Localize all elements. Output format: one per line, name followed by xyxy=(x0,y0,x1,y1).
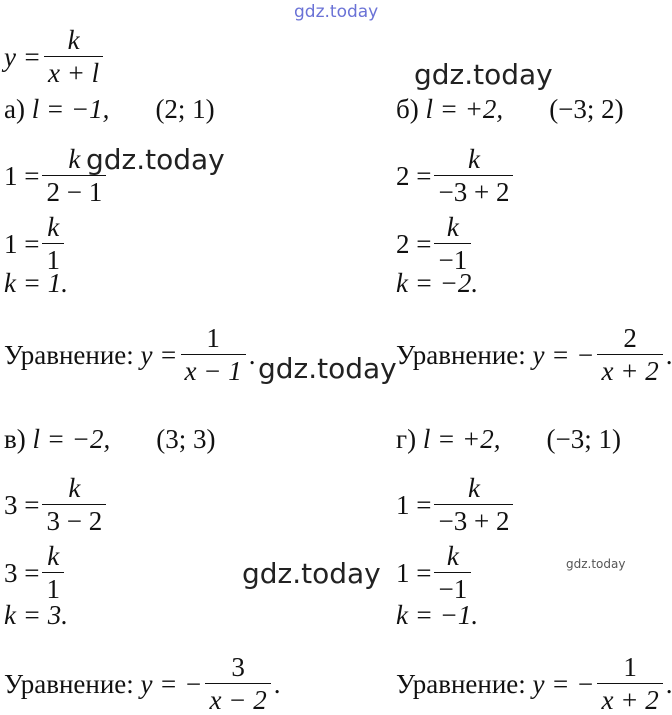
fraction xyxy=(434,542,471,603)
numerator: k xyxy=(47,541,60,571)
lhs: 1 = xyxy=(4,160,40,191)
part-b-step1 xyxy=(396,145,516,206)
part-g-header xyxy=(396,424,621,454)
denominator: −1 xyxy=(434,243,471,274)
part-label: в) xyxy=(4,424,26,454)
watermark: gdz.today xyxy=(414,58,553,91)
part-label: г) xyxy=(396,424,417,454)
period: . xyxy=(665,668,672,699)
lhs: 3 = xyxy=(4,489,40,520)
part-label: б) xyxy=(396,94,419,124)
numerator: k xyxy=(68,144,81,174)
lhs: 3 = xyxy=(4,557,40,588)
numerator: k xyxy=(467,144,480,174)
fraction xyxy=(181,324,246,385)
numerator: k xyxy=(67,25,80,55)
formula-fraction xyxy=(44,26,103,87)
result: k = 1. xyxy=(4,268,68,298)
formula-lhs: y = xyxy=(4,41,41,72)
part-a-step2 xyxy=(4,213,67,274)
numerator: 1 xyxy=(206,323,220,353)
denominator: −3 + 2 xyxy=(434,504,513,535)
denominator: 3 − 2 xyxy=(42,504,106,535)
fraction xyxy=(42,542,64,603)
fraction xyxy=(205,653,270,714)
numerator: k xyxy=(446,212,459,242)
part-a-equation xyxy=(4,324,255,385)
part-g-step1 xyxy=(396,474,516,535)
part-g-step2 xyxy=(396,542,474,603)
equation-label: Уравнение: xyxy=(396,668,526,699)
part-v-step1 xyxy=(4,474,109,535)
param: l = −1, xyxy=(31,94,110,124)
watermark-small: gdz.today xyxy=(566,557,626,571)
fraction xyxy=(434,213,471,274)
result: k = 3. xyxy=(4,600,68,630)
fraction xyxy=(597,324,662,385)
period: . xyxy=(273,668,281,699)
part-g-equation xyxy=(396,653,672,714)
denominator: 1 xyxy=(42,572,64,603)
param: l = −2, xyxy=(32,424,111,454)
numerator: 3 xyxy=(231,652,245,682)
watermark: gdz.today xyxy=(242,557,381,590)
lhs: 1 = xyxy=(4,228,40,259)
part-v-step2 xyxy=(4,542,67,603)
lhs: y = − xyxy=(532,339,595,370)
param: l = +2, xyxy=(425,94,504,124)
part-g-step3 xyxy=(396,600,478,630)
denominator: 2 − 1 xyxy=(42,175,106,206)
numerator: k xyxy=(446,541,459,571)
period: . xyxy=(248,339,256,370)
watermark: gdz.today xyxy=(258,352,397,385)
numerator: 2 xyxy=(623,323,637,353)
point: (2; 1) xyxy=(155,94,215,124)
denominator: −3 + 2 xyxy=(434,175,513,206)
part-b-equation xyxy=(396,324,672,385)
result: k = −2. xyxy=(396,268,479,298)
fraction xyxy=(434,145,513,206)
denominator: x + 2 xyxy=(597,354,662,385)
fraction xyxy=(42,145,106,206)
part-a-step3 xyxy=(4,268,68,298)
param: l = +2, xyxy=(422,424,501,454)
denominator: x + l xyxy=(44,56,103,87)
part-v-equation xyxy=(4,653,280,714)
part-label: а) xyxy=(4,94,25,124)
denominator: x − 1 xyxy=(181,354,246,385)
part-b-step2 xyxy=(396,213,474,274)
equation-label: Уравнение: xyxy=(4,668,134,699)
numerator: 1 xyxy=(623,652,637,682)
denominator: x − 2 xyxy=(205,683,270,714)
part-v-header xyxy=(4,424,215,454)
part-v-step3 xyxy=(4,600,68,630)
fraction xyxy=(42,474,106,535)
lhs: 2 = xyxy=(396,160,432,191)
lhs: 1 = xyxy=(396,557,432,588)
general-formula xyxy=(4,26,106,87)
fraction xyxy=(434,474,513,535)
equation-label: Уравнение: xyxy=(4,339,134,370)
numerator: k xyxy=(47,212,60,242)
denominator: x + 2 xyxy=(597,683,662,714)
watermark-top: gdz.today xyxy=(294,2,379,22)
watermark: gdz.today xyxy=(86,143,225,176)
lhs: y = − xyxy=(532,668,595,699)
numerator: k xyxy=(68,473,81,503)
part-a-step1 xyxy=(4,145,109,206)
numerator: k xyxy=(467,473,480,503)
denominator: 1 xyxy=(42,243,64,274)
period: . xyxy=(665,339,672,370)
fraction xyxy=(42,213,64,274)
lhs: y = − xyxy=(140,668,203,699)
part-b-header xyxy=(396,94,624,124)
lhs: 1 = xyxy=(396,489,432,520)
fraction xyxy=(597,653,662,714)
point: (−3; 1) xyxy=(546,424,621,454)
lhs: y = xyxy=(140,339,178,370)
result: k = −1. xyxy=(396,600,479,630)
point: (3; 3) xyxy=(156,424,216,454)
point: (−3; 2) xyxy=(549,94,624,124)
part-b-step3 xyxy=(396,268,478,298)
part-a-header xyxy=(4,94,215,124)
equation-label: Уравнение: xyxy=(396,339,526,370)
lhs: 2 = xyxy=(396,228,432,259)
denominator: −1 xyxy=(434,572,471,603)
